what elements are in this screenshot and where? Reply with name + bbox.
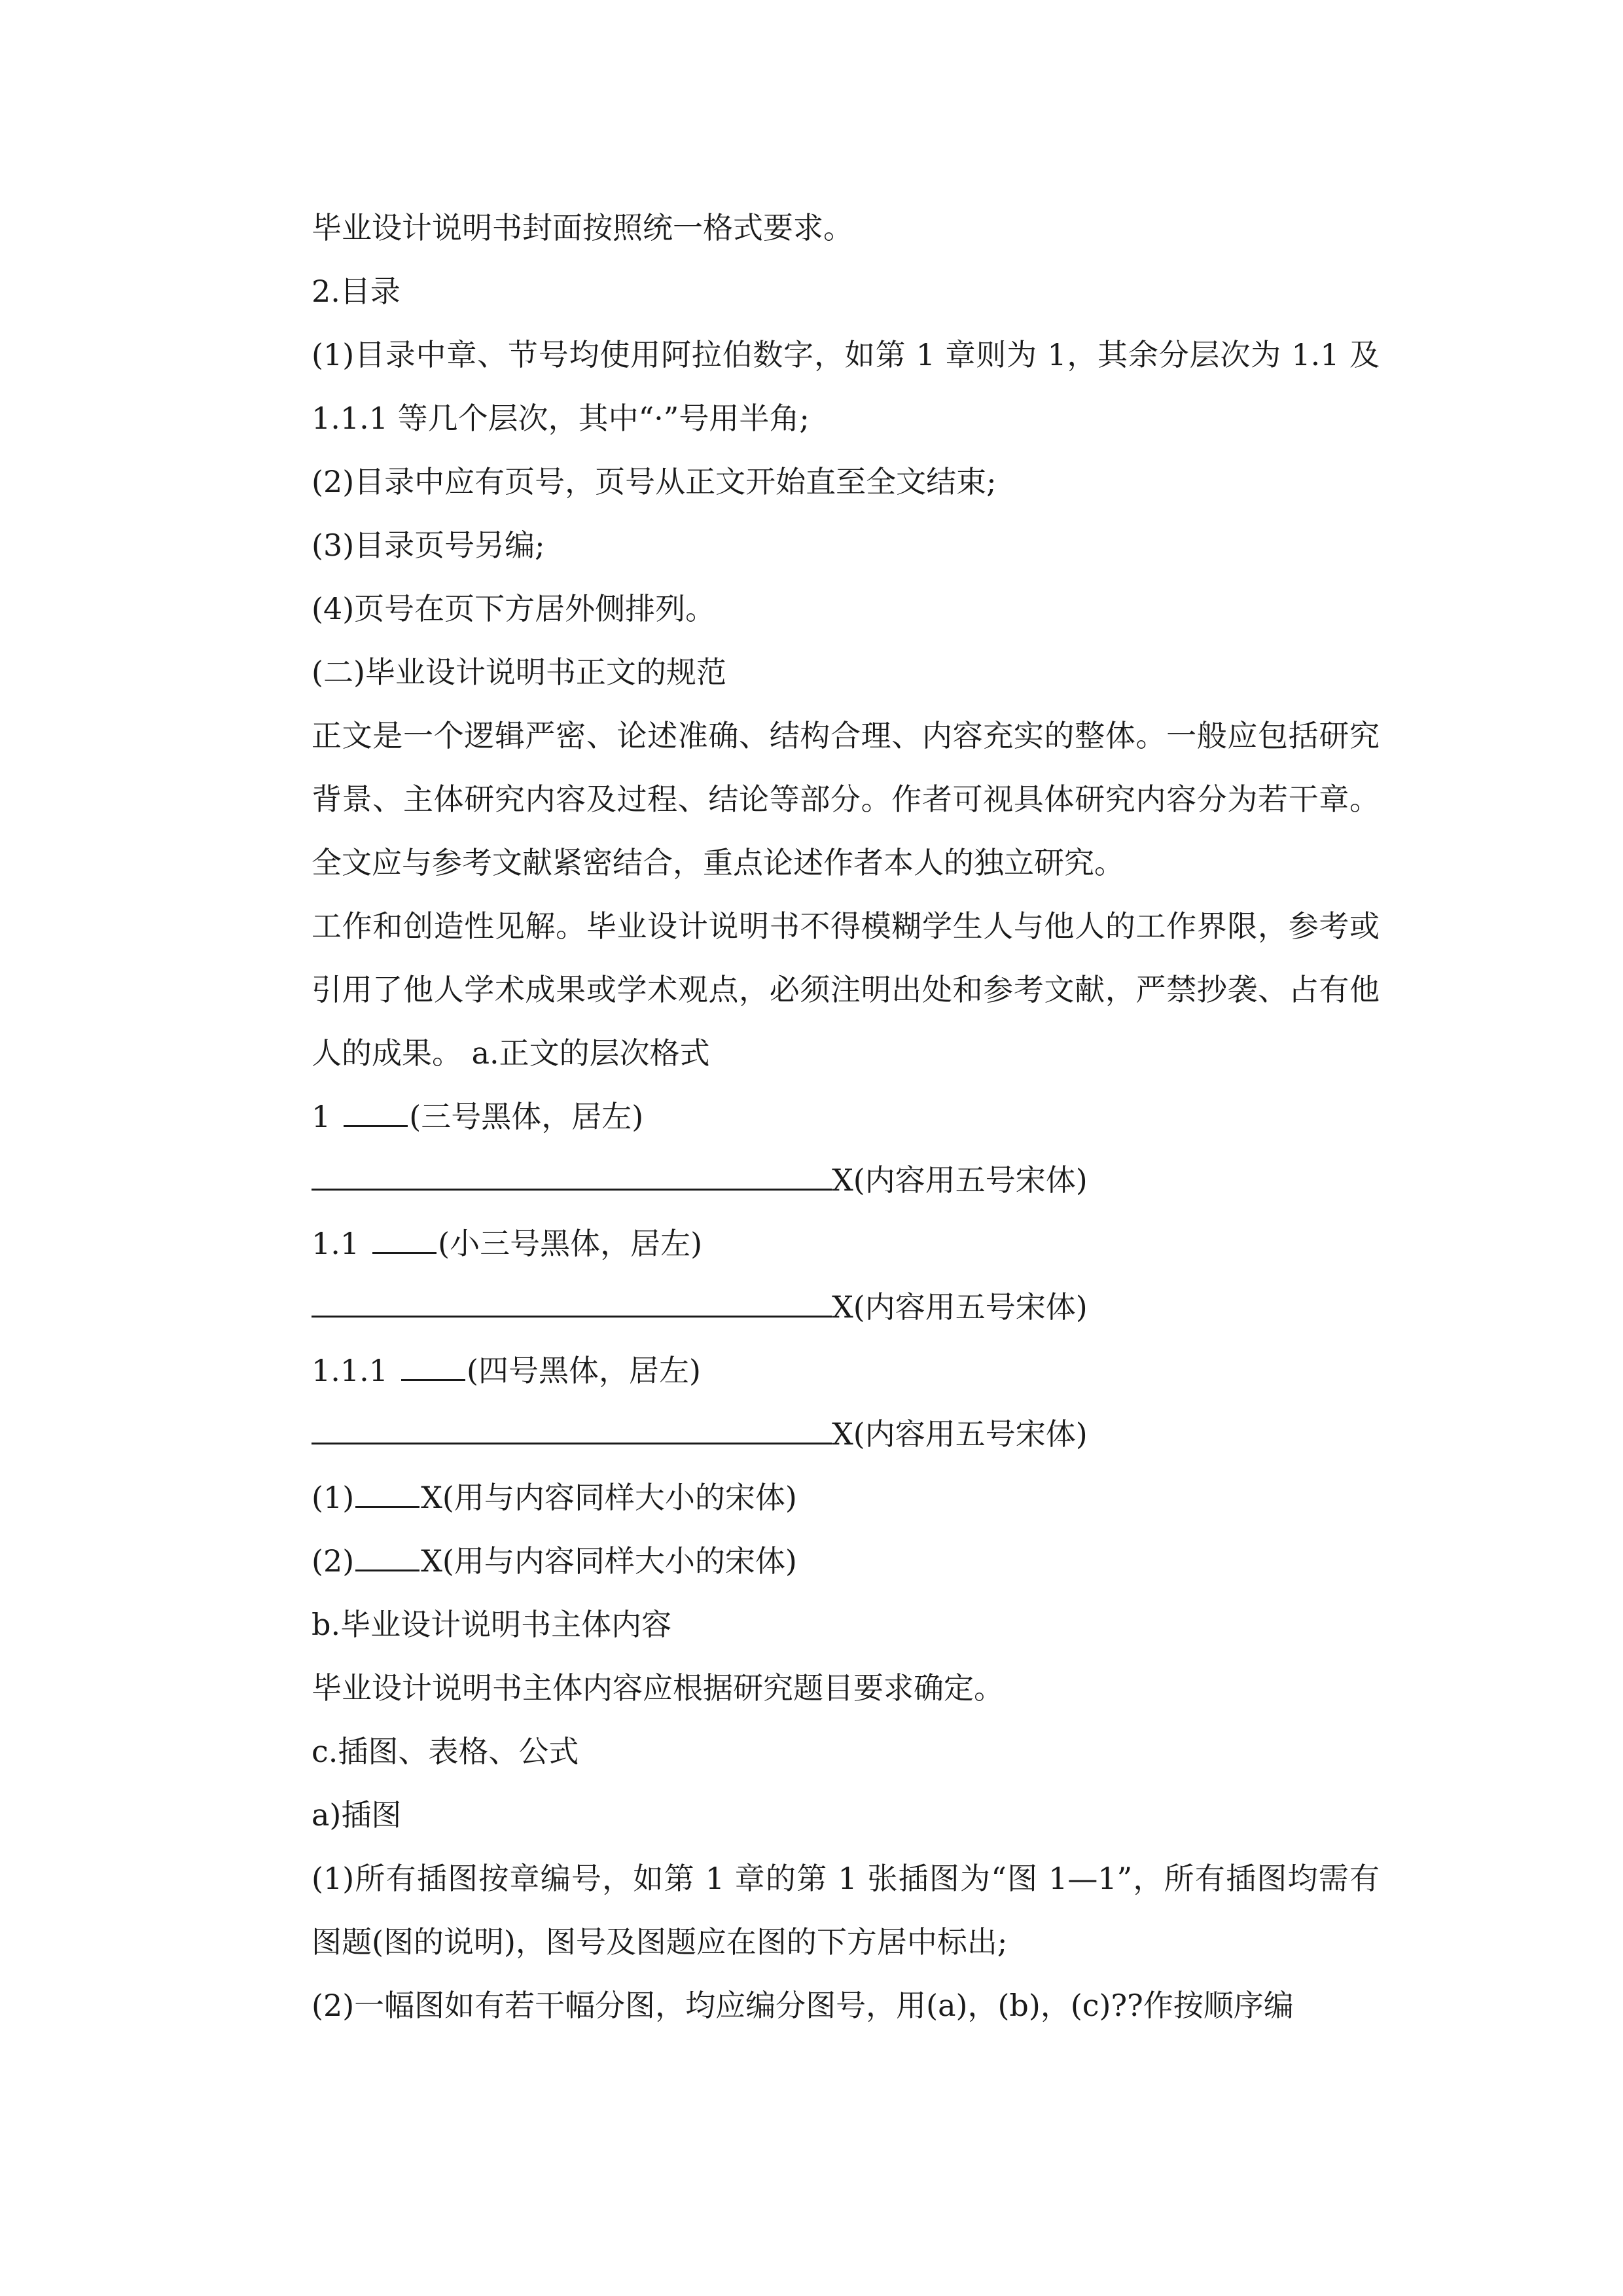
heading-figures: a)插图 <box>312 1797 402 1833</box>
content-note-line <box>247 1403 1380 1466</box>
body-description-paragraph: 正文是一个逻辑严密、论述准确、结构合理、内容充实的整体。一般应包括研究背景、主体研究内容及过程、结论等部分。作者可视具体研究内容分为若干章。全文应与参考文献紧密结合，重点论述作者本人的独立研究。 <box>312 718 1380 880</box>
item-desc: X(用与内容同样大小的宋体) <box>421 1480 797 1515</box>
section-heading-body-norms: (二)毕业设计说明书正文的规范 <box>312 655 726 690</box>
content-note: X(内容用五号宋体) <box>832 1289 1088 1325</box>
blank-line <box>312 1165 832 1191</box>
level-1-line <box>247 1085 1380 1149</box>
toc-rule-3: (3)目录页号另编; <box>312 528 545 563</box>
toc-rule-1: (1)目录中章、节号均使用阿拉伯数字，如第 1 章则为 1，其余分层次为 1.1 及 1.1.1 等几个层次，其中“·”号用半角; <box>312 337 1380 436</box>
section-heading-toc: 2.目录 <box>312 274 401 309</box>
heading-body-content: b.毕业设计说明书主体内容 <box>312 1607 672 1642</box>
item-1-line <box>247 1466 1380 1530</box>
blank-line <box>355 1546 419 1571</box>
document-page <box>247 196 1380 2037</box>
content-note-line <box>247 1149 1380 1212</box>
blank-line <box>372 1229 437 1254</box>
blank-line <box>312 1419 832 1444</box>
heading-figures-tables: c.插图、表格、公式 <box>312 1734 579 1769</box>
item-number: (1) <box>312 1480 355 1515</box>
body-content-paragraph: 毕业设计说明书主体内容应根据研究题目要求确定。 <box>312 1670 1004 1706</box>
level-3-line <box>247 1339 1380 1403</box>
figure-rule-1: (1)所有插图按章编号，如第 1 章的第 1 张插图为“图 1—1”，所有插图均需有图题(图的说明)，图号及图题应在图的下方居中标出; <box>312 1861 1380 1960</box>
item-number: (2) <box>312 1543 355 1579</box>
level-number: 1.1 <box>312 1226 360 1261</box>
level-desc: (小三号黑体，居左) <box>438 1226 703 1261</box>
item-desc: X(用与内容同样大小的宋体) <box>421 1543 797 1579</box>
level-desc: (四号黑体，居左) <box>467 1353 701 1388</box>
content-note-line <box>247 1276 1380 1339</box>
toc-rule-4: (4)页号在页下方居外侧排列。 <box>312 591 716 626</box>
blank-line <box>355 1482 419 1508</box>
cover-format-paragraph: 毕业设计说明书封面按照统一格式要求。 <box>312 210 853 245</box>
level-2-line <box>247 1212 1380 1276</box>
blank-line <box>344 1102 408 1127</box>
level-desc: (三号黑体，居左) <box>409 1099 644 1134</box>
level-number: 1 <box>312 1099 331 1134</box>
figure-rule-2: (2)一幅图如有若干幅分图，均应编分图号，用(a)，(b)，(c)??作按顺序编 <box>312 1988 1294 2023</box>
content-note: X(内容用五号宋体) <box>832 1162 1088 1198</box>
item-2-line <box>247 1530 1380 1593</box>
content-note: X(内容用五号宋体) <box>832 1416 1088 1452</box>
level-number: 1.1.1 <box>312 1353 389 1388</box>
toc-rule-2: (2)目录中应有页号，页号从正文开始直至全文结束; <box>312 464 997 499</box>
blank-line <box>401 1355 465 1381</box>
originality-paragraph: 工作和创造性见解。毕业设计说明书不得模糊学生人与他人的工作界限，参考或引用了他人学术成果或学术观点，必须注明出处和参考文献，严禁抄袭、占有他人的成果。 a.正文的层次格式 <box>312 908 1380 1071</box>
blank-line <box>312 1292 832 1318</box>
